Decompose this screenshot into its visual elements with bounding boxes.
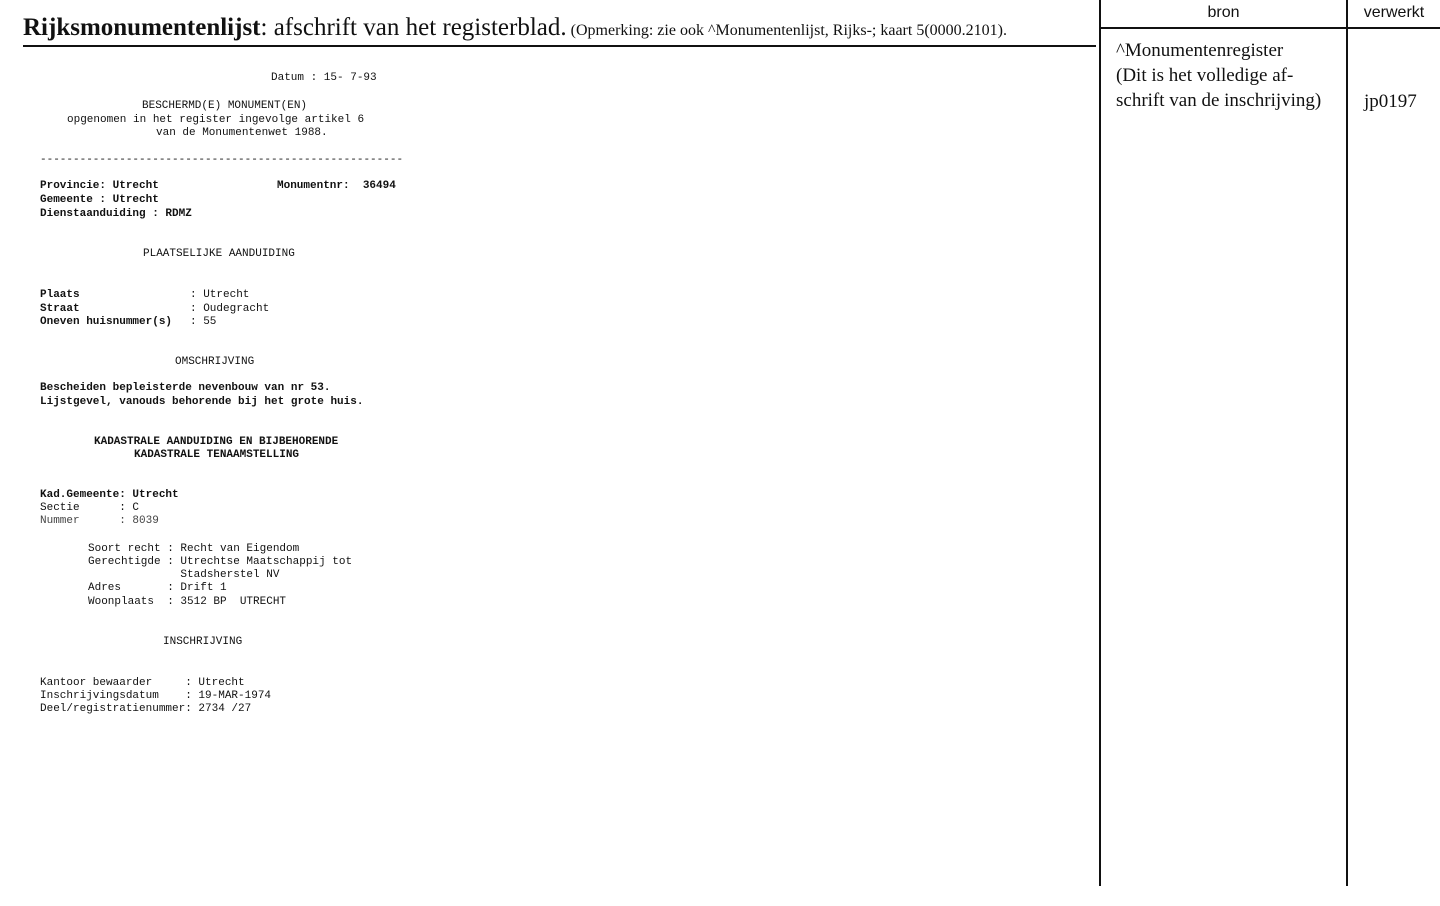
title-rest: : afschrift van het registerblad. (260, 14, 567, 41)
sectie: Sectie : C (40, 502, 140, 514)
heading-opgenomen: opgenomen in het register ingevolge artikel 6 (67, 114, 365, 126)
gerechtigde: Gerechtigde : Utrechtse Maatschappij tot (88, 556, 353, 568)
gerechtigde-vervolg: Stadsherstel NV (88, 569, 280, 581)
column-divider-left (1099, 0, 1101, 886)
title-underline (23, 45, 1096, 47)
straat-label: Straat (40, 303, 80, 315)
huisnummer-label: Oneven huisnummer(s) (40, 316, 173, 328)
bron-entry (1116, 38, 1321, 113)
bron-line: ^Monumentenregister (1116, 40, 1284, 61)
kantoor-bewaarder: Kantoor bewaarder : Utrecht (40, 677, 245, 689)
column-divider-right (1346, 0, 1348, 886)
kad-gemeente: Kad.Gemeente: Utrecht (40, 489, 179, 501)
title-note: (Opmerking: zie ook ^Monumentenlijst, Rijks-; kaart 5(0000.2101). (570, 22, 1007, 39)
dienstaanduiding: Dienstaanduiding : RDMZ (40, 208, 192, 220)
section-kadastrale-tenaamstelling: KADASTRALE TENAAMSTELLING (134, 449, 300, 461)
heading-beschermd: BESCHERMD(E) MONUMENT(EN) (142, 100, 308, 112)
column-header-bron: bron (1207, 4, 1240, 21)
straat-value: : Oudegracht (190, 303, 270, 315)
column-header-rule (1099, 27, 1440, 29)
separator-line: ------------------------------------------------------- (40, 154, 404, 166)
plaats-value: : Utrecht (190, 289, 250, 301)
section-plaatselijke-aanduiding: PLAATSELIJKE AANDUIDING (143, 248, 295, 260)
section-inschrijving: INSCHRIJVING (163, 636, 243, 648)
monumentnr: Monumentnr: 36494 (277, 180, 396, 192)
register-document (40, 72, 404, 715)
nummer: Nummer : 8039 (40, 515, 159, 527)
bron-line: schrift van de inschrijving) (1116, 90, 1322, 111)
gemeente: Gemeente : Utrecht (40, 194, 159, 206)
section-omschrijving: OMSCHRIJVING (175, 356, 255, 368)
omschrijving-line: Bescheiden bepleisterde nevenbouw van nr 53. (40, 382, 331, 394)
provincie: Provincie: Utrecht (40, 180, 159, 192)
verwerkt-entry: jp0197 (1364, 91, 1417, 112)
woonplaats: Woonplaats : 3512 BP UTRECHT (88, 596, 287, 608)
soort-recht: Soort recht : Recht van Eigendom (88, 543, 300, 555)
inschrijvingsdatum: Inschrijvingsdatum : 19-MAR-1974 (40, 690, 272, 702)
card-title (23, 14, 1007, 42)
heading-monumentenwet: van de Monumentenwet 1988. (156, 127, 328, 139)
deel-registratienummer: Deel/registratienummer: 2734 /27 (40, 703, 252, 715)
plaats-label: Plaats (40, 289, 80, 301)
title-bold: Rijksmonumentenlijst (23, 14, 261, 41)
section-kadastrale-aanduiding: KADASTRALE AANDUIDING EN BIJBEHORENDE (94, 436, 339, 448)
bron-line: (Dit is het volledige af- (1116, 65, 1294, 86)
omschrijving-line: Lijstgevel, vanouds behorende bij het grote huis. (40, 396, 364, 408)
huisnummer-value: : 55 (190, 316, 217, 328)
adres: Adres : Drift 1 (88, 582, 227, 594)
column-header-verwerkt: verwerkt (1363, 4, 1425, 21)
datum: Datum : 15- 7-93 (271, 72, 377, 84)
